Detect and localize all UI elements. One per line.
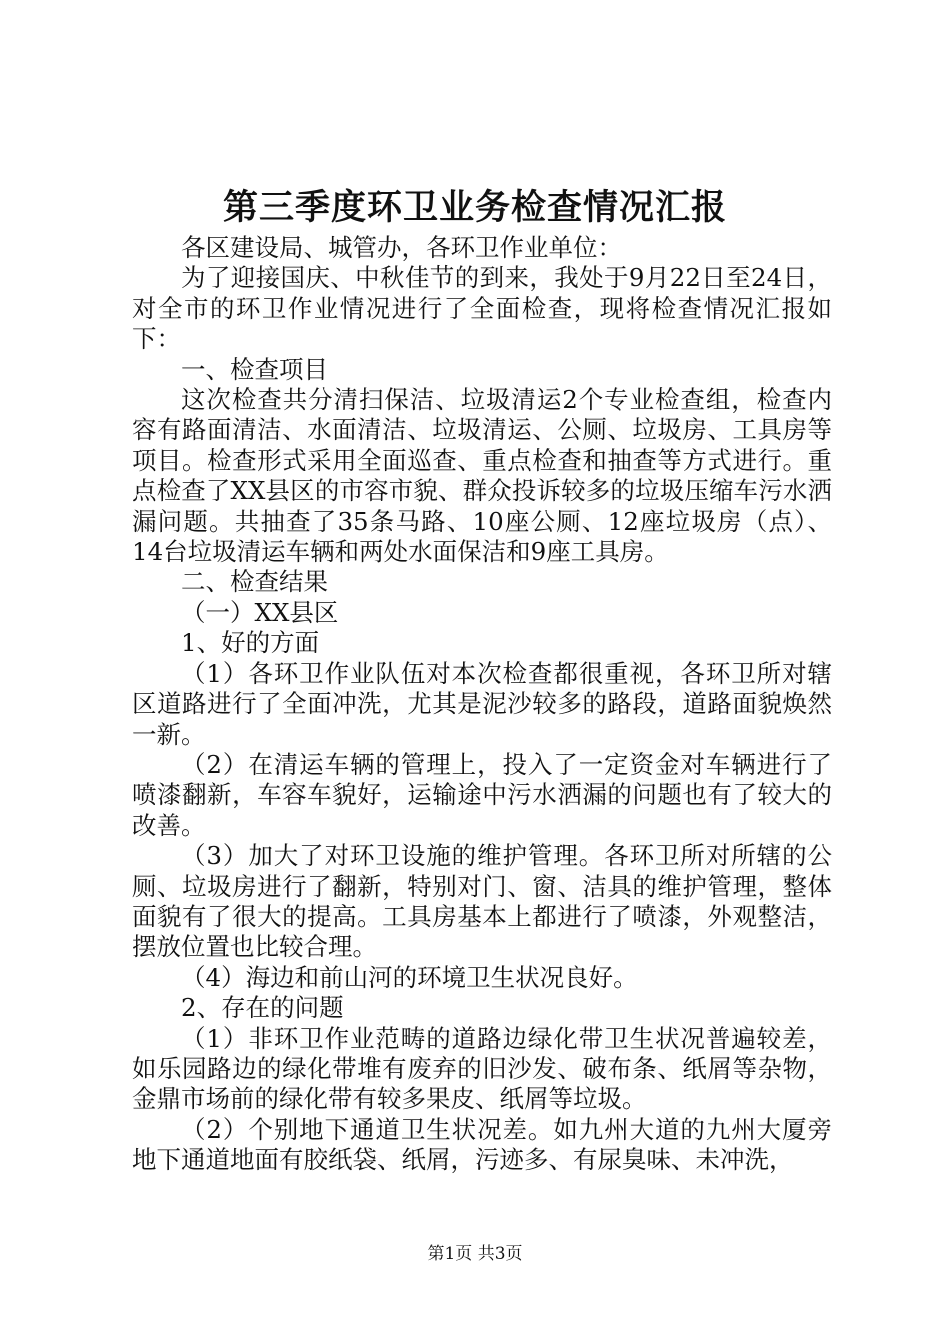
good-aspect-3: （3）加大了对环卫设施的维护管理。各环卫所对所辖的公厕、垃圾房进行了翻新，特别对门、窗、洁具的维护管理，整体面貌有了很大的提高。工具房基本上都进行了喷漆，外观整洁，摆放位置也比较合理。 (132, 841, 832, 962)
good-aspect-2: （2）在清运车辆的管理上，投入了一定资金对车辆进行了喷漆翻新，车容车貌好，运输途中污水洒漏的问题也有了较大的改善。 (132, 749, 832, 840)
inspection-items-paragraph: 这次检查共分清扫保洁、垃圾清运2个专业检查组，检查内容有路面清洁、水面清洁、垃圾清运、公厕、垃圾房、工具房等项目。检查形式采用全面巡查、重点检查和抽查等方式进行。重点检查了XX县区的市容市貌、群众投诉较多的垃圾压缩车污水洒漏问题。共抽查了35条马路、10座公厕、12座垃圾房（点）、14台垃圾清运车辆和两处水面保洁和9座工具房。 (132, 385, 832, 567)
page-footer: 第1页 共3页 (427, 1244, 523, 1264)
subheading-good-aspects: 1、好的方面 (181, 628, 320, 658)
good-aspect-1: （1）各环卫作业队伍对本次检查都很重视，各环卫所对辖区道路进行了全面冲洗，尤其是泥沙较多的路段，道路面貌焕然一新。 (132, 658, 832, 749)
document-title: 第三季度环卫业务检查情况汇报 (222, 187, 727, 228)
salutation: 各区建设局、城管办，各环卫作业单位： (181, 233, 622, 262)
section-heading-inspection-results: 二、检查结果 (181, 567, 328, 597)
subsection-heading-county: （一）XX县区 (181, 597, 339, 627)
problem-2: （2）个别地下通道卫生状况差。如九州大道的九州大厦旁地下通道地面有胶纸袋、纸屑，污迹多、有尿臭味、未冲洗， (132, 1114, 832, 1175)
section-heading-inspection-items: 一、检查项目 (181, 354, 328, 384)
intro-paragraph: 为了迎接国庆、中秋佳节的到来，我处于9月22日至24日，对全市的环卫作业情况进行了全面检查，现将检查情况汇报如下： (132, 263, 832, 354)
document-body (132, 233, 832, 1176)
subheading-problems: 2、存在的问题 (181, 993, 344, 1023)
good-aspect-4: （4）海边和前山河的环境卫生状况良好。 (181, 962, 638, 992)
problem-1: （1）非环卫作业范畴的道路边绿化带卫生状况普遍较差，如乐园路边的绿化带堆有废弃的旧沙发、破布条、纸屑等杂物，金鼎市场前的绿化带有较多果皮、纸屑等垃圾。 (132, 1023, 832, 1114)
